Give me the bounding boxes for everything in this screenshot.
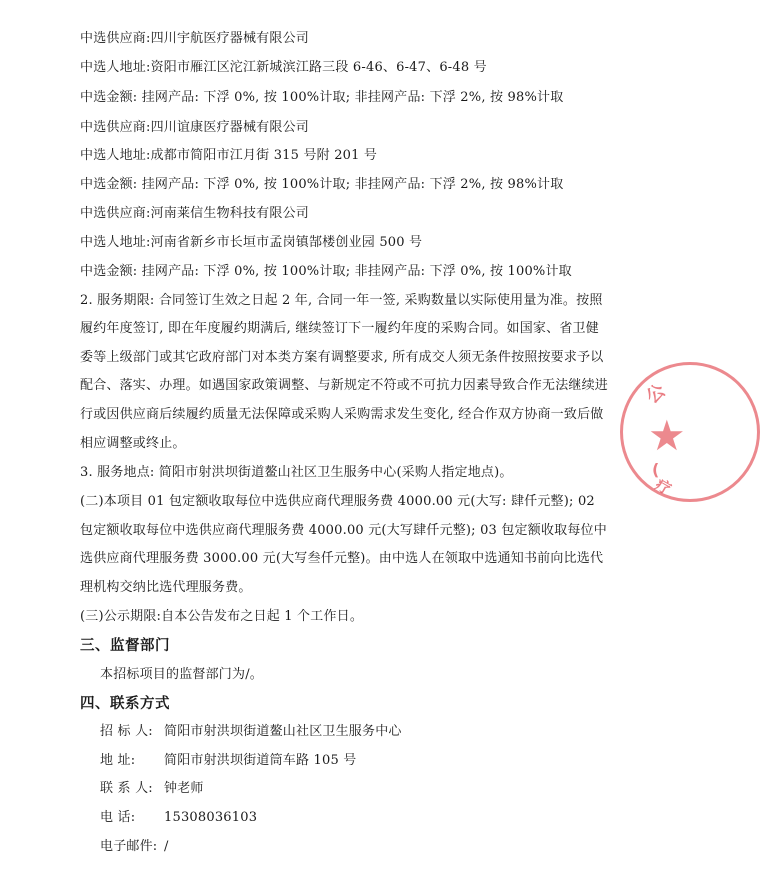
service-period-line-6: 相应调整或终止。 [80,436,186,451]
supplier-3-amount: 中选金额: 挂网产品: 下浮 0%, 按 100%计取; 非挂网产品: 下浮 0%, 按 100%计取 [80,264,572,279]
supplier-2-address: 中选人地址:成都市简阳市江月街 315 号附 201 号 [80,148,378,163]
supervision-heading: 三、监督部门 [80,638,170,654]
agency-fee-line-1: (二)本项目 01 包定额收取每位中选供应商代理服务费 4000.00 元(大写: 肆仟元整); 02 [80,494,595,509]
contact-row-address [100,753,356,769]
service-location: 3. 服务地点: 简阳市射洪坝街道鳌山社区卫生服务中心(采购人指定地点)。 [80,465,513,480]
supplier-1-address: 中选人地址:资阳市雁江区沱江新城滨江路三段 6-46、6-47、6-48 号 [80,60,487,75]
seal-star-icon: ★ [648,411,686,460]
seal-char: 疗 [652,475,675,499]
contact-value: 钟老师 [164,781,204,796]
supplier-1-name: 中选供应商:四川宇航医疗器械有限公司 [80,31,309,46]
contact-label: 电 话: [100,810,136,825]
service-period-line-1: 2. 服务期限: 合同签订生效之日起 2 年, 合同一年一签, 采购数量以实际使用量为准。按照 [80,293,603,308]
contact-label: 电子邮件: [100,839,158,854]
agency-fee-line-2: 包定额收取每位中选供应商代理服务费 4000.00 元(大写肆仟元整); 03 包定额收取每位中 [80,523,607,538]
contact-value: / [164,839,169,854]
agency-fee-line-3: 选供应商代理服务费 3000.00 元(大写叁仟元整)。由中选人在领取中选通知书前向比选代 [80,551,604,566]
contact-heading: 四、联系方式 [80,696,170,712]
supervision-text: 本招标项目的监督部门为/。 [100,667,263,682]
supplier-1-amount: 中选金额: 挂网产品: 下浮 0%, 按 100%计取; 非挂网产品: 下浮 2%, 按 98%计取 [80,90,564,105]
contact-row-tenderer [100,724,402,740]
contact-value: 简阳市射洪坝街道鳌山社区卫生服务中心 [164,724,402,739]
service-period-line-4: 配合、落实、办理。如遇国家政策调整、与新规定不符或不可抗力因素导致合作无法继续进 [80,378,609,393]
contact-value: 简阳市射洪坝街道筒车路 105 号 [164,753,357,768]
seal-char: ( [652,460,660,479]
contact-row-email [100,839,169,855]
supplier-3-address: 中选人地址:河南省新乡市长垣市孟岗镇郜楼创业园 500 号 [80,235,423,250]
contact-label: 联 系 人: [100,781,153,796]
contact-label: 招 标 人: [100,724,153,739]
service-period-line-3: 委等上级部门或其它政府部门对本类方案有调整要求, 所有成交人须无条件按照按要求予以 [80,350,604,365]
supplier-2-amount: 中选金额: 挂网产品: 下浮 0%, 按 100%计取; 非挂网产品: 下浮 2%, 按 98%计取 [80,177,564,192]
contact-row-phone [100,810,257,826]
service-period-line-2: 履约年度签订, 即在年度履约期满后, 继续签订下一履约年度的采购合同。如国家、省卫健 [80,321,599,336]
seal-char: 公 [642,380,670,408]
agency-fee-line-4: 理机构交纳比选代理服务费。 [80,580,252,595]
supplier-2-name: 中选供应商:四川谊康医疗器械有限公司 [80,120,309,135]
contact-row-person [100,781,204,797]
notice-period: (三)公示期限:自本公告发布之日起 1 个工作日。 [80,609,364,624]
contact-value: 15308036103 [164,810,258,825]
service-period-line-5: 行或因供应商后续履约质量无法保障或采购人采购需求发生变化, 经合作双方协商一致后做 [80,407,604,422]
official-seal [620,362,760,502]
supplier-3-name: 中选供应商:河南莱信生物科技有限公司 [80,206,309,221]
contact-label: 地 址: [100,753,136,768]
